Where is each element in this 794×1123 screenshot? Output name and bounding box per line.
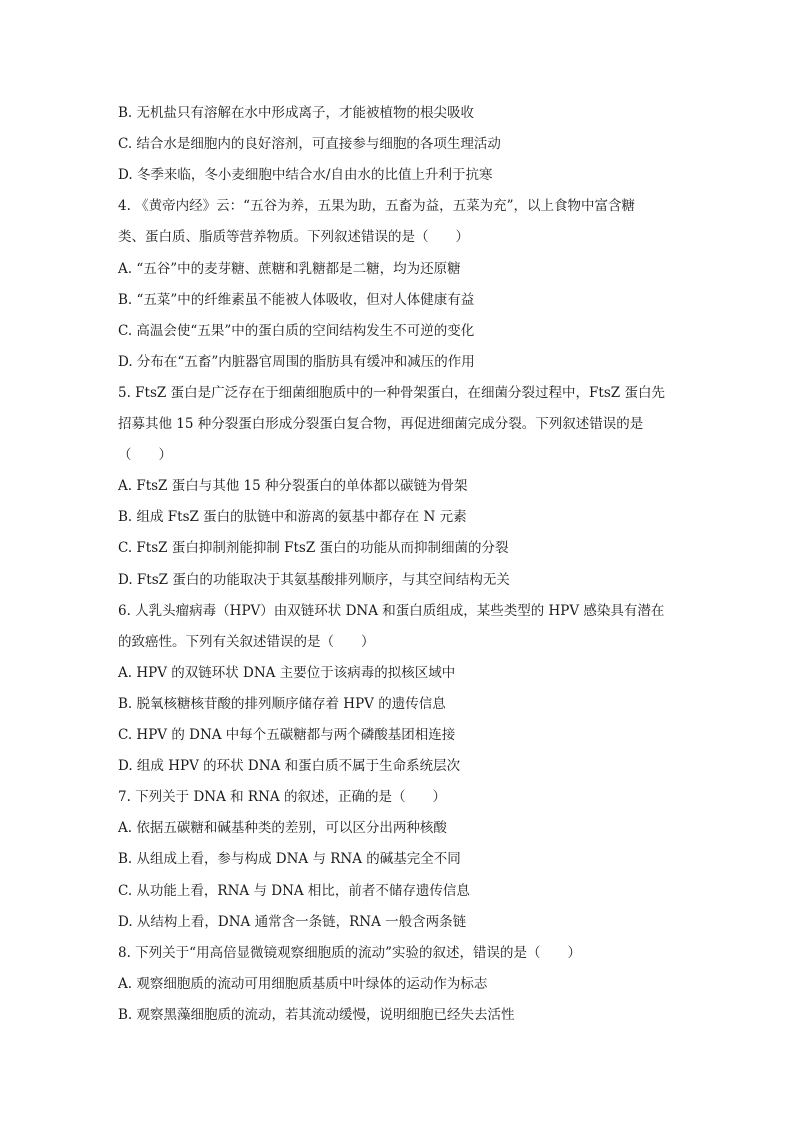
text-line: A. FtsZ 蛋白与其他 15 种分裂蛋白的单体都以碳链为骨架 xyxy=(118,478,468,495)
text-line: 7. 下列关于 DNA 和 RNA 的叙述，正确的是（ ） xyxy=(118,789,446,806)
text-line: D. FtsZ 蛋白的功能取决于其氨基酸排列顺序，与其空间结构无关 xyxy=(118,571,510,588)
text-line: B. “五菜”中的纤维素虽不能被人体吸收，但对人体健康有益 xyxy=(118,291,475,308)
text-line: C. 高温会使“五果”中的蛋白质的空间结构发生不可逆的变化 xyxy=(118,322,475,339)
text-line: C. FtsZ 蛋白抑制剂能抑制 FtsZ 蛋白的功能从而抑制细菌的分裂 xyxy=(118,540,509,557)
text-line: D. 从结构上看，DNA 通常含一条链，RNA 一般含两条链 xyxy=(118,913,467,930)
text-line: A. HPV 的双链环状 DNA 主要位于该病毒的拟核区域中 xyxy=(118,664,456,681)
text-line: C. 从功能上看，RNA 与 DNA 相比，前者不储存遗传信息 xyxy=(118,882,470,899)
text-line: 8. 下列关于“用高倍显微镜观察细胞质的流动”实验的叙述，错误的是（ ） xyxy=(118,944,581,961)
text-line: 的致癌性。下列有关叙述错误的是（ ） xyxy=(118,633,375,650)
text-line: B. 从组成上看，参与构成 DNA 与 RNA 的碱基完全不同 xyxy=(118,851,461,868)
text-line: B. 无机盐只有溶解在水中形成离子，才能被植物的根尖吸收 xyxy=(118,105,475,121)
text-line: （ ） xyxy=(118,447,172,464)
text-line: D. 分布在“五畜”内脏器官周围的脂肪具有缓冲和减压的作用 xyxy=(118,353,475,370)
text-line: C. 结合水是细胞内的良好溶剂，可直接参与细胞的各项生理活动 xyxy=(118,136,501,153)
text-line: 招募其他 15 种分裂蛋白形成分裂蛋白复合物，再促进细菌完成分裂。下列叙述错误的是 xyxy=(118,416,644,432)
text-line: B. 组成 FtsZ 蛋白的肽链中和游离的氨基中都存在 N 元素 xyxy=(118,509,467,526)
text-line: 4. 《黄帝内经》云：“五谷为养，五果为助，五畜为益，五菜为充”，以上食物中富含糖 xyxy=(118,198,635,215)
text-line: 6. 人乳头瘤病毒（HPV）由双链环状 DNA 和蛋白质组成，某些类型的 HPV 感染具有潜在 xyxy=(118,602,665,619)
text-line: D. 组成 HPV 的环状 DNA 和蛋白质不属于生命系统层次 xyxy=(118,758,461,775)
text-line: 类、蛋白质、脂质等营养物质。下列叙述错误的是（ ） xyxy=(118,229,469,246)
text-line: A. “五谷”中的麦芽糖、蔗糖和乳糖都是二糖，均为还原糖 xyxy=(118,260,461,277)
text-line: D. 冬季来临，冬小麦细胞中结合水/自由水的比值上升利于抗寒 xyxy=(118,167,493,184)
text-line: A. 依据五碳糖和碱基种类的差别，可以区分出两种核酸 xyxy=(118,820,447,837)
text-line: B. 观察黑藻细胞质的流动，若其流动缓慢，说明细胞已经失去活性 xyxy=(118,1006,515,1023)
text-line: B. 脱氧核糖核苷酸的排列顺序储存着 HPV 的遗传信息 xyxy=(118,695,446,712)
text-line: A. 观察细胞质的流动可用细胞质基质中叶绿体的运动作为标志 xyxy=(118,975,488,992)
text-line: 5. FtsZ 蛋白是广泛存在于细菌细胞质中的一种骨架蛋白，在细菌分裂过程中，FtsZ 蛋白先 xyxy=(118,384,665,401)
text-line: C. HPV 的 DNA 中每个五碳糖都与两个磷酸基团相连接 xyxy=(118,727,456,743)
